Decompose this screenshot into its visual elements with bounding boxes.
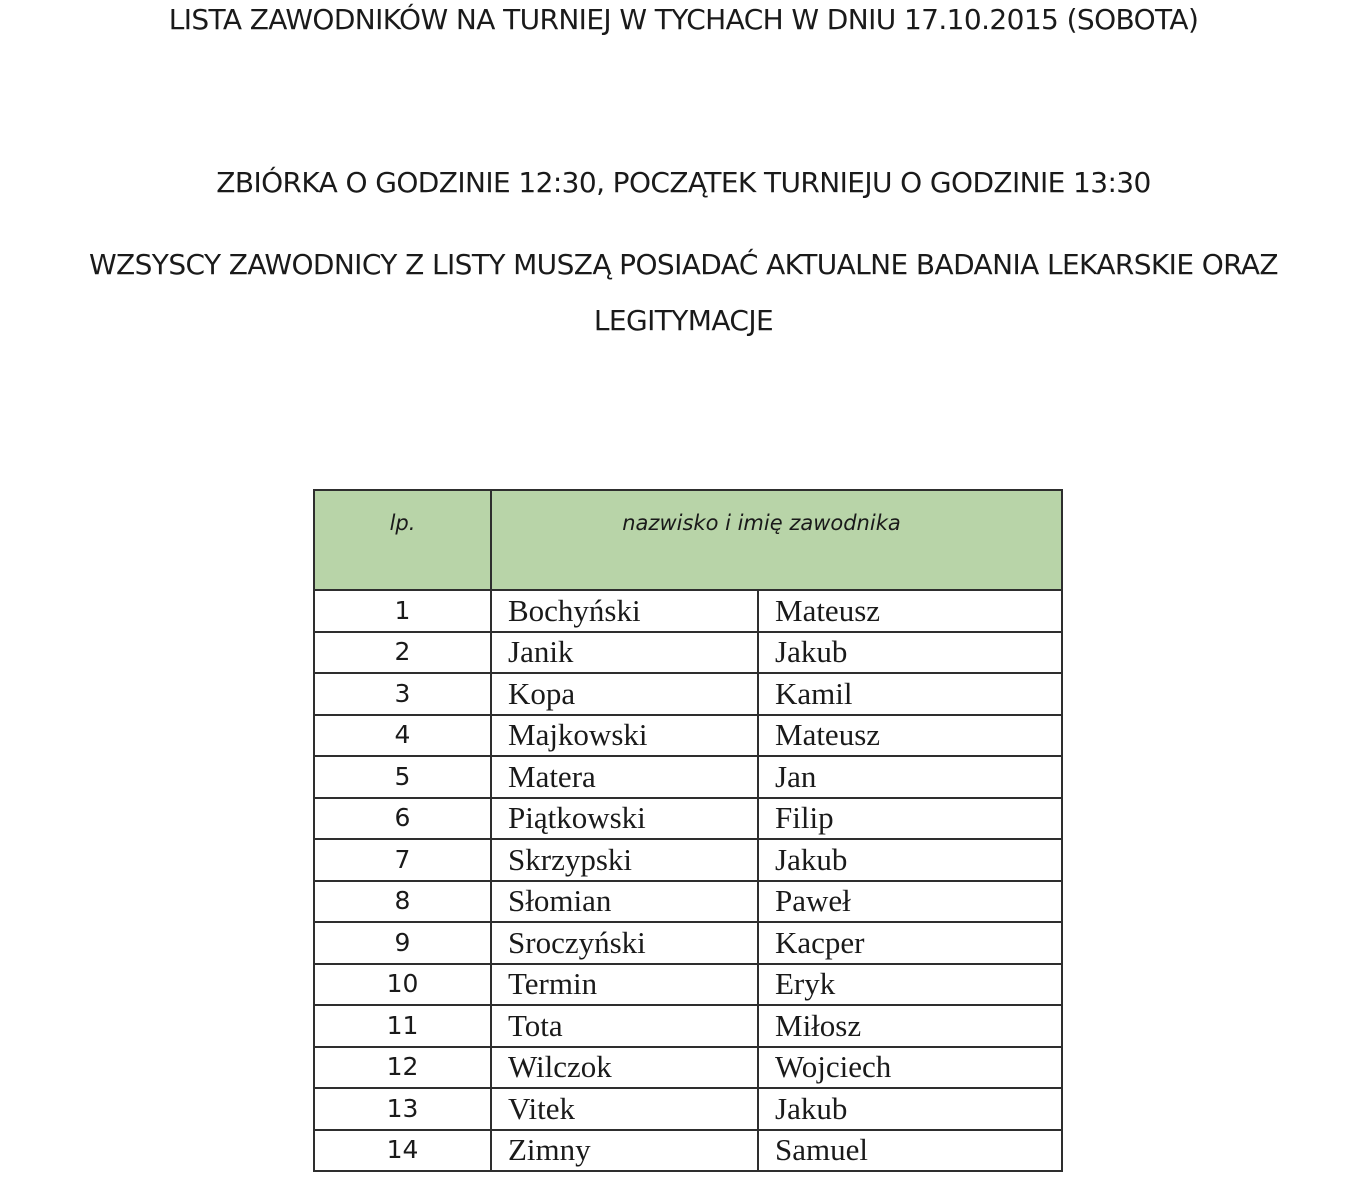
table-row (314, 632, 1062, 674)
player-first-name: Jan (758, 756, 1062, 798)
row-number: 14 (314, 1130, 491, 1172)
player-last-name: Matera (491, 756, 758, 798)
row-number: 8 (314, 881, 491, 923)
table-body (314, 590, 1062, 1171)
table-header (314, 490, 1062, 590)
row-number: 4 (314, 715, 491, 757)
player-first-name: Mateusz (758, 715, 1062, 757)
player-first-name: Jakub (758, 1088, 1062, 1130)
player-first-name: Wojciech (758, 1047, 1062, 1089)
row-number: 5 (314, 756, 491, 798)
table-row (314, 1088, 1062, 1130)
table-row (314, 922, 1062, 964)
player-last-name: Skrzypski (491, 839, 758, 881)
table-row (314, 1005, 1062, 1047)
player-first-name: Eryk (758, 964, 1062, 1006)
row-number: 1 (314, 590, 491, 632)
player-last-name: Vitek (491, 1088, 758, 1130)
header-name: nazwisko i imię zawodnika (491, 490, 1062, 590)
player-last-name: Zimny (491, 1130, 758, 1172)
table-row (314, 881, 1062, 923)
row-number: 6 (314, 798, 491, 840)
player-last-name: Bochyński (491, 590, 758, 632)
row-number: 3 (314, 673, 491, 715)
schedule-note: ZBIÓRKA O GODZINIE 12:30, POCZĄTEK TURNIEJU O GODZINIE 13:30 (216, 166, 1151, 199)
player-roster-table (313, 489, 1063, 1172)
row-number: 2 (314, 632, 491, 674)
table-row (314, 839, 1062, 881)
player-first-name: Miłosz (758, 1005, 1062, 1047)
player-last-name: Kopa (491, 673, 758, 715)
row-number: 11 (314, 1005, 491, 1047)
table-row (314, 715, 1062, 757)
player-first-name: Mateusz (758, 590, 1062, 632)
table-row (314, 756, 1062, 798)
row-number: 9 (314, 922, 491, 964)
player-last-name: Słomian (491, 881, 758, 923)
table-row (314, 1130, 1062, 1172)
table-row (314, 964, 1062, 1006)
row-number: 12 (314, 1047, 491, 1089)
player-first-name: Samuel (758, 1130, 1062, 1172)
player-first-name: Jakub (758, 839, 1062, 881)
player-last-name: Termin (491, 964, 758, 1006)
player-last-name: Tota (491, 1005, 758, 1047)
header-number: lp. (314, 490, 491, 590)
player-last-name: Janik (491, 632, 758, 674)
requirement-line-1: WZSYSCY ZAWODNICY Z LISTY MUSZĄ POSIADAĆ AKTUALNE BADANIA LEKARSKIE ORAZ (88, 248, 1279, 281)
row-number: 10 (314, 964, 491, 1006)
page-title: LISTA ZAWODNIKÓW NA TURNIEJ W TYCHACH W DNIU 17.10.2015 (SOBOTA) (168, 3, 1199, 36)
requirement-line-2: LEGITYMACJE (593, 304, 774, 337)
row-number: 7 (314, 839, 491, 881)
player-first-name: Paweł (758, 881, 1062, 923)
player-first-name: Kacper (758, 922, 1062, 964)
player-first-name: Kamil (758, 673, 1062, 715)
table-row (314, 1047, 1062, 1089)
player-last-name: Wilczok (491, 1047, 758, 1089)
player-last-name: Piątkowski (491, 798, 758, 840)
table-row (314, 590, 1062, 632)
requirement-note (0, 237, 1367, 349)
table-row (314, 798, 1062, 840)
player-last-name: Majkowski (491, 715, 758, 757)
player-last-name: Sroczyński (491, 922, 758, 964)
player-first-name: Jakub (758, 632, 1062, 674)
row-number: 13 (314, 1088, 491, 1130)
player-first-name: Filip (758, 798, 1062, 840)
table-row (314, 673, 1062, 715)
